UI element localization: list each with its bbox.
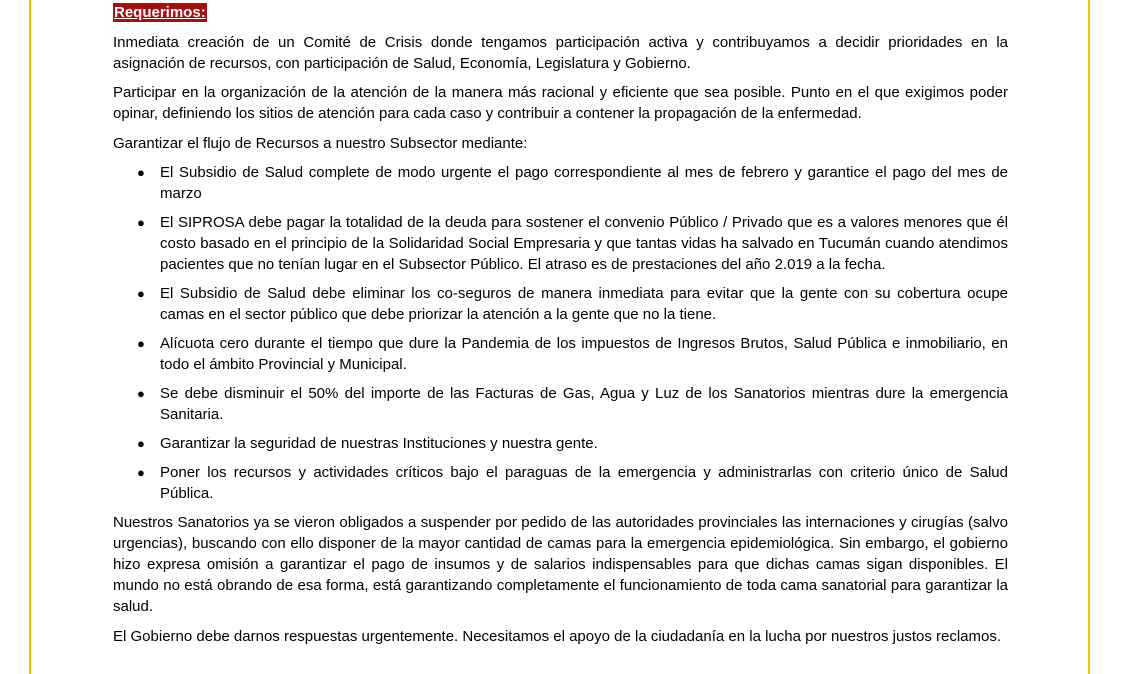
page-border-left	[29, 0, 31, 674]
list-item-text: Garantizar la seguridad de nuestras Instituciones y nuestra gente.	[160, 435, 598, 452]
list-item	[113, 283, 1008, 325]
bullet-icon: ●	[137, 165, 145, 180]
list-item	[113, 383, 1008, 425]
bullet-icon: ●	[137, 436, 145, 451]
list-item-text: Alícuota cero durante el tiempo que dure la Pandemia de los impuestos de Ingresos Brutos, Salud Pública e inmobiliario, en todo el ámbito Provincial y Municipal.	[160, 335, 1008, 373]
bullet-icon: ●	[137, 465, 145, 480]
bullet-icon: ●	[137, 286, 145, 301]
list-item-text: El Subsidio de Salud complete de modo urgente el pago correspondiente al mes de febrero y garantice el pago del mes de marzo	[160, 164, 1008, 202]
section-heading: Requerimos:	[114, 4, 206, 21]
paragraph-organization: Participar en la organización de la atención de la manera más racional y eficiente que sea posible. Punto en el que exigimos poder opinar, definiendo los sitios de atención para cada caso y contribuir a contener la propagación de la enfermedad.	[113, 84, 1008, 122]
list-item	[113, 212, 1008, 275]
list-item	[113, 333, 1008, 375]
paragraph-sanatorios: Nuestros Sanatorios ya se vieron obligados a suspender por pedido de las autoridades provinciales las internaciones y cirugías (salvo urgencias), buscando con ello disponer de la mayor cantidad de camas para la emergencia epidemiológica. Sin embargo, el gobierno hizo expresa omisión a garantizar el pago de insumos y de salarios indispensables para que dichas camas sigan disponibles. El mundo no está obrando de esa forma, está garantizando completamente el funcionamiento de toda cama sanatorial para garantizar la salud.	[113, 514, 1008, 615]
paragraph-crisis-committee: Inmediata creación de un Comité de Crisis donde tengamos participación activa y contribuyamos a decidir prioridades en la asignación de recursos, con participación de Salud, Economía, Legislatura y Gobierno.	[113, 34, 1008, 72]
paragraph-resources-intro: Garantizar el flujo de Recursos a nuestro Subsector mediante:	[113, 135, 528, 152]
paragraph-closing: El Gobierno debe darnos respuestas urgentemente. Necesitamos el apoyo de la ciudadanía en la lucha por nuestros justos reclamos.	[113, 628, 1002, 645]
bullet-icon: ●	[137, 215, 145, 230]
bullet-icon: ●	[137, 386, 145, 401]
list-item-text: El Subsidio de Salud debe eliminar los co-seguros de manera inmediata para evitar que la gente con su cobertura ocupe camas en el sector público que debe priorizar la atención a la gente que no la tiene.	[160, 285, 1008, 323]
page-border-right	[1088, 0, 1090, 674]
list-item-text: El SIPROSA debe pagar la totalidad de la deuda para sostener el convenio Público / Privado que es a valores menores que él costo basado en el principio de la Solidaridad Social Empresaria y que tantas vidas ha salvado en Tucumán cuando atendimos pacientes que no tenían lugar en el Subsector Público. El atraso es de prestaciones del año 2.019 a la fecha.	[160, 214, 1008, 273]
list-item	[113, 462, 1008, 504]
list-item-text: Poner los recursos y actividades críticos bajo el paraguas de la emergencia y administrarlas con criterio único de Salud Pública.	[160, 464, 1008, 502]
bullet-icon: ●	[137, 336, 145, 351]
list-item-text: Se debe disminuir el 50% del importe de las Facturas de Gas, Agua y Luz de los Sanatorios mientras dure la emergencia Sanitaria.	[160, 385, 1008, 423]
list-item	[113, 433, 1008, 454]
document-body	[113, 0, 1008, 647]
requirements-list	[113, 162, 1008, 504]
list-item	[113, 162, 1008, 204]
